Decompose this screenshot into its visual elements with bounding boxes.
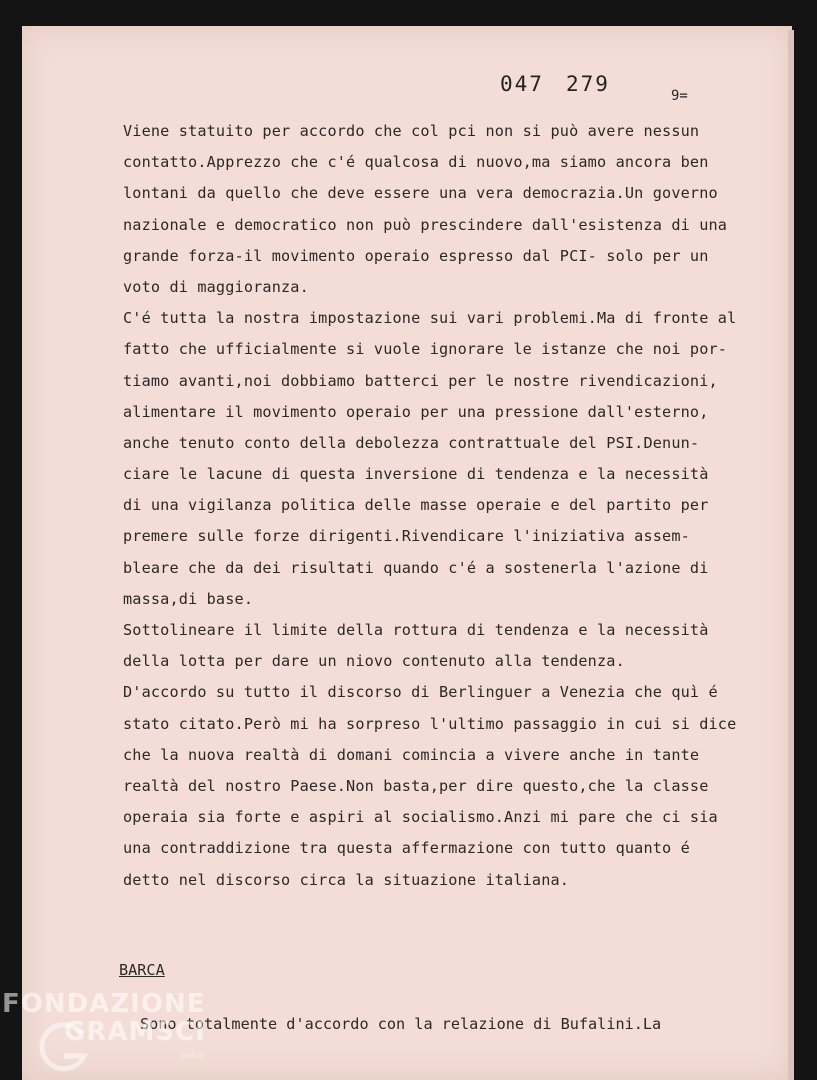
body-line: grande forza-il movimento operaio espresso dal PCI- solo per un — [123, 246, 709, 265]
body-line: premere sulle forze dirigenti.Rivendicare l'iniziativa assem- — [123, 527, 690, 546]
page-edge — [788, 30, 794, 1080]
body-line: tiamo avanti,noi dobbiamo batterci per le nostre rivendicazioni, — [123, 371, 718, 390]
body-line: massa,di base. — [123, 589, 254, 608]
body-line: voto di maggioranza. — [123, 277, 309, 296]
body-line: stato citato.Però mi ha sorpreso l'ultimo passaggio in cui si dice — [123, 714, 737, 733]
body-line: di una vigilanza politica delle masse operaie e del partito per — [123, 496, 709, 515]
speaker-heading: BARCA — [119, 961, 165, 979]
body-line: che la nuova realtà di domani comincia a vivere anche in tante — [123, 745, 700, 764]
body-line: operaia sia forte e aspiri al socialismo.Anzi mi pare che ci sia — [123, 808, 718, 827]
body-line: bleare che da dei risultati quando c'é a sostenerla l'azione di — [123, 558, 709, 577]
archive-number — [500, 72, 610, 96]
body-line: contatto.Apprezzo che c'é qualcosa di nuovo,ma siamo ancora ben — [123, 153, 709, 172]
body-line: una contraddizione tra questa affermazione con tutto quanto é — [123, 839, 690, 858]
body-line: detto nel discorso circa la situazione italiana. — [123, 870, 570, 889]
body-line: realtà del nostro Paese.Non basta,per dire questo,che la classe — [123, 776, 709, 795]
body-line: ciare le lacune di questa inversione di tendenza e la necessità — [123, 465, 709, 484]
body-line: D'accordo su tutto il discorso di Berlinguer a Venezia che quì é — [123, 683, 718, 702]
watermark-line1: FONDAZIONE — [2, 989, 206, 1019]
page-number: 9= — [671, 88, 688, 104]
closing-line: Sono totalmente d'accordo con la relazione di Bufalini.La — [140, 1015, 662, 1033]
watermark-line2: GRAMSCI — [64, 1017, 206, 1047]
body-line: C'é tutta la nostra impostazione sui vari problemi.Ma di fronte al — [123, 309, 737, 328]
archive-number-b: 279 — [565, 72, 610, 96]
body-line: della lotta per dare un niovo contenuto alla tendenza. — [123, 652, 625, 671]
body-line: fatto che ufficialmente si vuole ignorare le istanze che noi por- — [123, 340, 728, 359]
body-line: Sottolineare il limite della rottura di tendenza e la necessità — [123, 621, 709, 639]
body-line: lontani da quello che deve essere una vera democrazia.Un governo — [123, 184, 718, 203]
archive-number-a: 047 — [500, 72, 544, 96]
gramsci-g-icon — [30, 1022, 90, 1072]
body-line: alimentare il movimento operaio per una pressione dall'esterno, — [123, 402, 709, 421]
body-line: Viene statuito per accordo che col pci non si può avere nessun — [123, 122, 700, 140]
body-line: nazionale e democratico non può prescindere dall'esistenza di una — [123, 215, 728, 234]
body-line: anche tenuto conto della debolezza contrattuale del PSI.Denun- — [123, 433, 700, 452]
watermark-small: onlus — [180, 1051, 205, 1061]
body-text — [123, 116, 783, 896]
